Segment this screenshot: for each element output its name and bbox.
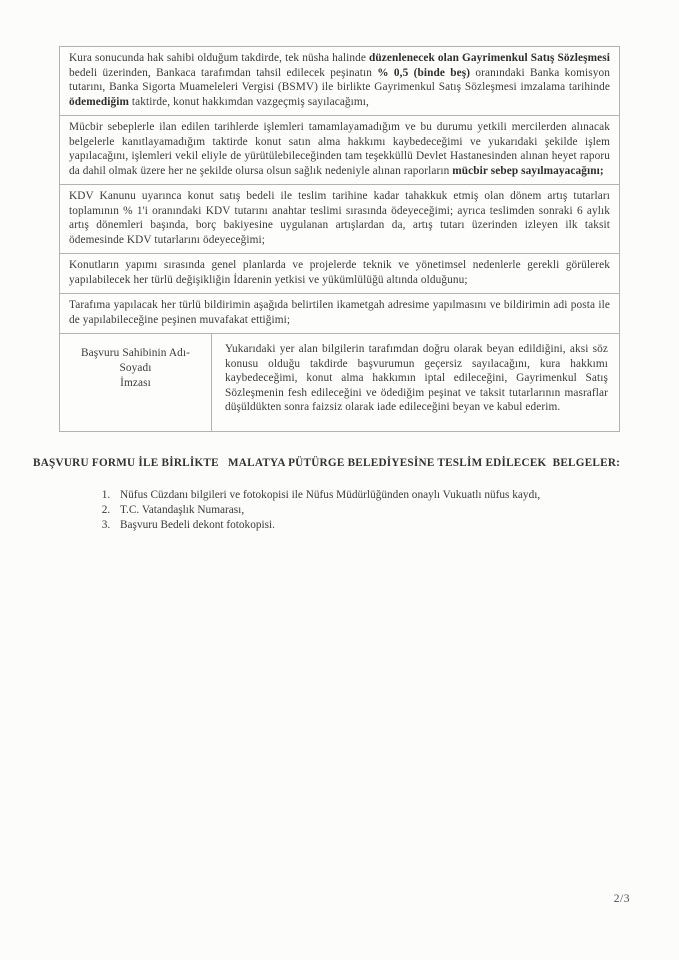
terms-row-construction-changes <box>60 254 619 294</box>
terms-row-vat <box>60 185 619 254</box>
signature-label-cell <box>60 334 212 431</box>
page-number: 2/3 <box>613 893 630 905</box>
terms-paragraph: Kura sonucunda hak sahibi olduğum takdirde, tek nüsha halinde düzenlenecek olan Gayrimenkul Satış Sözleşmesi bedeli üzerinden, Bankaca tarafımdan tahsil edilecek peşinatın % 0,5 (binde beş) oranındaki Banka komisyon tutarını, Banka Sigorta Muameleleri Vergisi (BSMV) ile birlikte Gayrimenkul Satış Sözleşmesi imzalama tarihinde ödemediğim taktirde, konut hakkımdan vazgeçmiş sayılacağımı, <box>69 52 610 108</box>
terms-paragraph: Mücbir sebeplerle ilan edilen tarihlerde işlemleri tamamlayamadığım ve bu durumu yetkili mercilerden alınacak belgelerle kanıtlayamadığım taktirde konut satın alma hakkımı kaybedeceğimi ve yukarıdaki şekilde işlem yapılacağını, işlemleri vekil eliyle de yürütülebileceğinden tam teşekküllü Devlet Hastanesinden alınan heyet raporu da dahil olmak üzere her ne şekilde olursa olsun sağlık nedeniyle alınan raporların mücbir sebep sayılmayacağını; <box>69 121 610 177</box>
terms-row-sale-contract <box>60 47 619 116</box>
terms-paragraph: Konutların yapımı sırasında genel planlarda ve projelerde teknik ve yönetimsel nedenlerle gerekli görülerek yapılabilecek her türlü değişikliğin İdarenin yetkisi ve yükümlülüğü altında olduğunu; <box>69 259 610 286</box>
document-list-item: 2. T.C. Vatandaşlık Numarası, <box>113 503 679 518</box>
terms-paragraph: KDV Kanunu uyarınca konut satış bedeli ile teslim tarihine kadar tahakkuk etmiş olan dönem artış tutarları toplamının % 1'i oranındaki KDV tutarını anahtar teslimi sırasında ödeyeceğimi; ayrıca teslimden sonraki 6 aylık artış dönemleri başında, borç bakiyesine uygulanan artışlardan da, artış tutarı üzerinden izleyen ilk taksit ödemesinde KDV tutarlarını ödeyeceğimi; <box>69 190 610 246</box>
signature-label-imza: İmzası <box>120 377 151 389</box>
document-list-item: 3. Başvuru Bedeli dekont fotokopisi. <box>113 518 679 533</box>
terms-paragraph: Tarafıma yapılacak her türlü bildirimin aşağıda belirtilen ikametgah adresime yapılmasını ve bildirimin adi posta ile de yapılabileceğine peşinen muvafakat ettiğimi; <box>69 299 610 326</box>
document-list-item: 1. Nüfus Cüzdanı bilgileri ve fotokopisi ile Nüfus Müdürlüğünden onaylı Vukuatlı nüfus kaydı, <box>113 488 679 503</box>
signature-declaration: Yukarıdaki yer alan bilgilerin tarafımdan doğru olarak beyan edildiğini, aksi söz konusu olduğu takdirde başvurumun geçersiz sayılacağını, kura hakkımı kaybedeceğimi, konut alma hakkımın iptal edileceğini, Gayrimenkul Satış Sözleşmenin fesh edileceğini ve ödediğim peşinat ve taksit tutarlarının masraflar düşüldükten sonra faizsiz olarak iade edileceğini beyan ve kabul ederim. <box>225 343 608 414</box>
terms-row-force-majeure <box>60 116 619 185</box>
documents-list <box>88 488 679 534</box>
terms-table <box>59 46 620 432</box>
signature-label-name: Başvuru Sahibinin Adı-Soyadı <box>81 347 190 374</box>
documents-heading: BAŞVURU FORMU İLE BİRLİKTE MALATYA PÜTÜRGE BELEDİYESİNE TESLİM EDİLECEK BELGELER: <box>33 456 621 469</box>
terms-row-notifications <box>60 294 619 334</box>
signature-row <box>60 334 619 431</box>
